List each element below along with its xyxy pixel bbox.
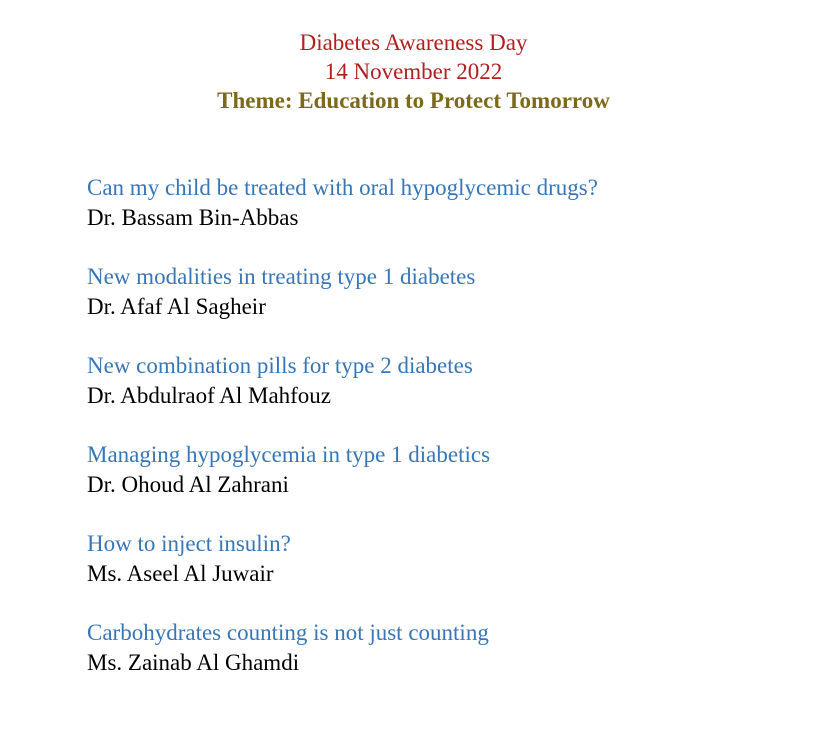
- talk-title: Can my child be treated with oral hypoglycemic drugs?: [87, 175, 598, 200]
- talk-speaker: Dr. Afaf Al Sagheir: [87, 294, 266, 319]
- event-title: Diabetes Awareness Day: [299, 30, 528, 55]
- talk-title: New combination pills for type 2 diabetes: [87, 353, 473, 378]
- talk-title: New modalities in treating type 1 diabetes: [87, 264, 476, 289]
- event-date: 14 November 2022: [324, 59, 503, 84]
- talk-speaker: Ms. Aseel Al Juwair: [87, 561, 274, 586]
- talk-item: [87, 173, 787, 262]
- talk-item: [87, 351, 787, 440]
- event-theme: Theme: Education to Protect Tomorrow: [217, 88, 610, 113]
- talk-title: How to inject insulin?: [87, 531, 291, 556]
- talk-speaker: Dr. Bassam Bin-Abbas: [87, 205, 299, 230]
- talk-list: [87, 173, 787, 707]
- talk-speaker: Dr. Abdulraof Al Mahfouz: [87, 383, 332, 408]
- talk-title: Managing hypoglycemia in type 1 diabetics: [87, 442, 491, 467]
- talk-title: Carbohydrates counting is not just counting: [87, 620, 489, 645]
- event-header: [0, 28, 827, 115]
- talk-item: [87, 262, 787, 351]
- talk-speaker: Dr. Ohoud Al Zahrani: [87, 472, 289, 497]
- talk-item: [87, 618, 787, 707]
- talk-speaker: Ms. Zainab Al Ghamdi: [87, 650, 300, 675]
- talk-item: [87, 440, 787, 529]
- talk-item: [87, 529, 787, 618]
